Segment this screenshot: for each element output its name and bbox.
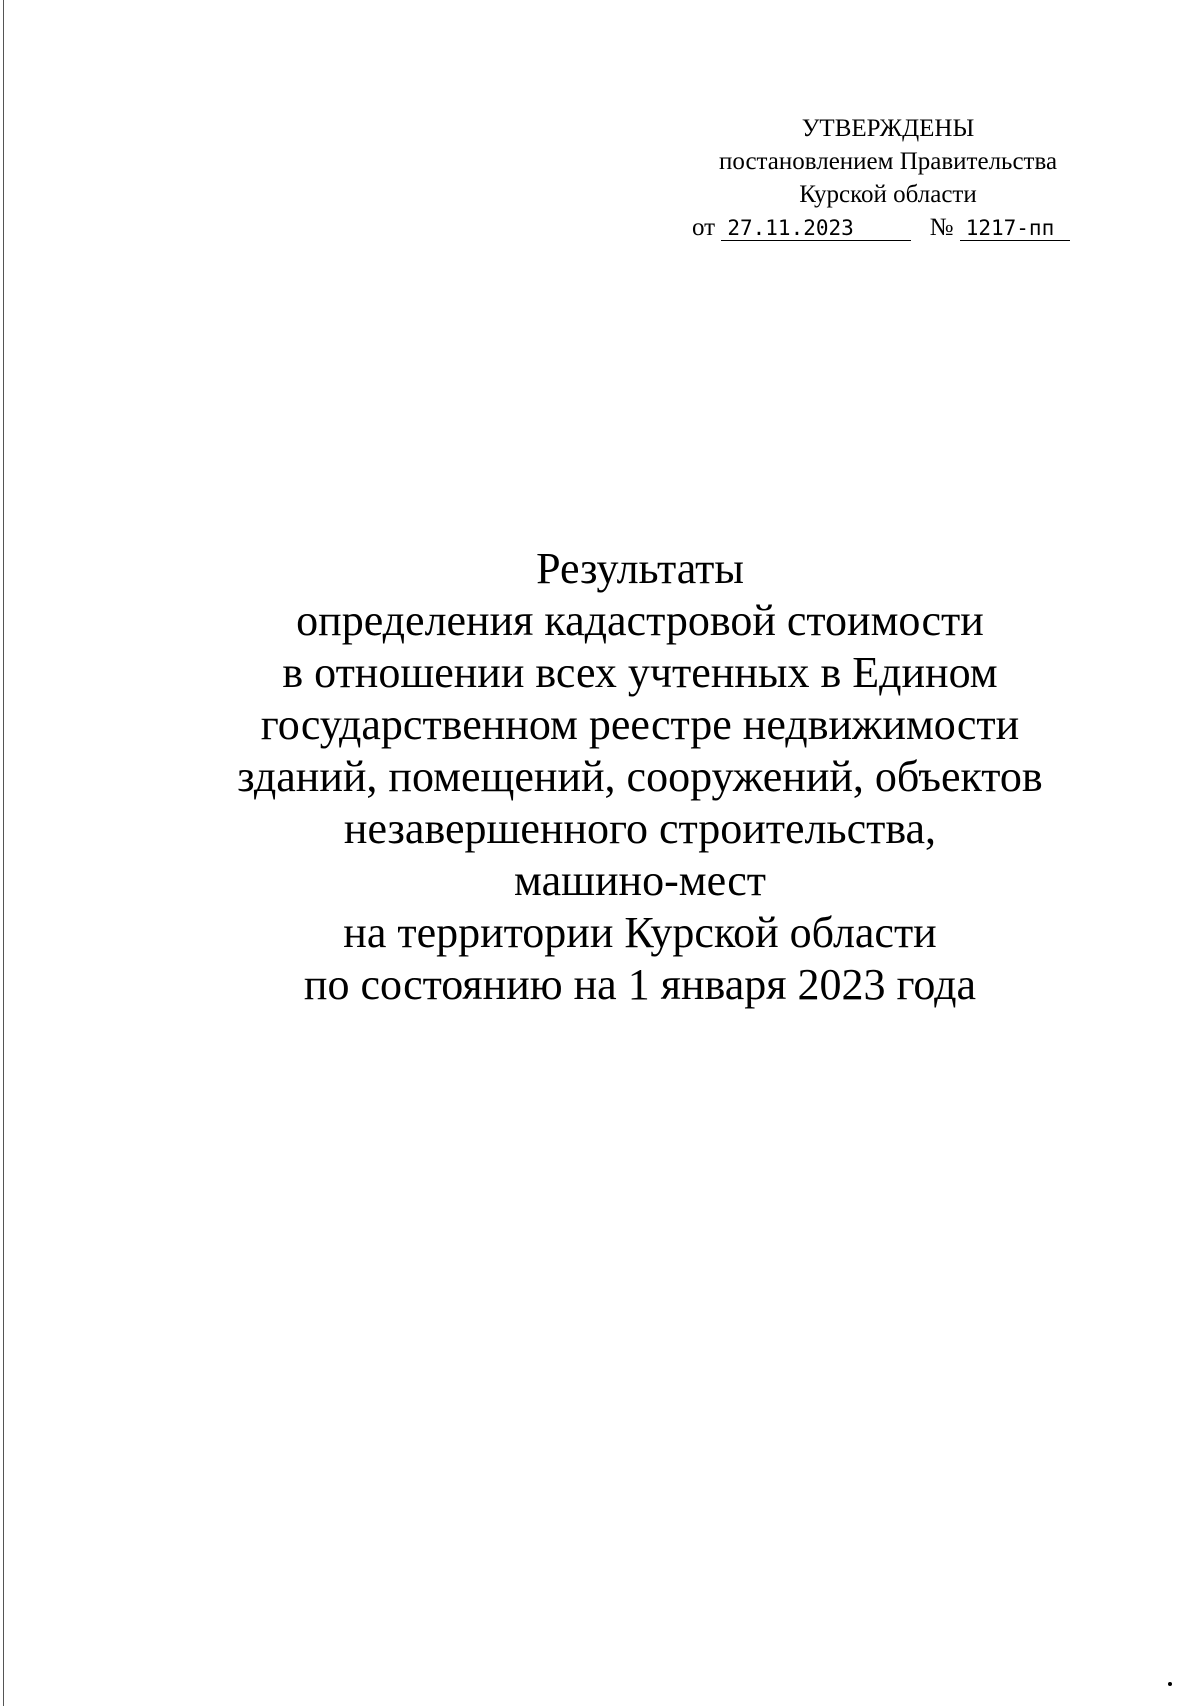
order-date-number [692,211,1108,244]
title-line: машино-мест [514,856,766,905]
title-line: зданий, помещений, сооружений, объектов [237,752,1043,801]
scan-edge [3,0,4,1706]
approval-authority: постановлением Правительства [718,148,1058,175]
title-line: по состоянию на 1 января 2023 года [303,960,977,1009]
number-prefix: № [929,214,954,241]
title-line: незавершенного строительства, [343,804,937,853]
date-prefix: от [692,214,716,241]
approval-stamp [668,112,1108,244]
approval-heading: УТВЕРЖДЕНЫ [801,115,975,142]
title-line: государственном реестре недвижимости [260,700,1020,749]
scan-speck [1168,1682,1172,1686]
title-line: Результаты [536,544,744,593]
title-line: определения кадастровой стоимости [296,596,984,645]
document-title [100,543,1180,1011]
title-line: на территории Курской области [343,908,937,957]
order-number: 1217-пп [960,216,1070,241]
approval-region: Курской области [799,181,977,208]
title-line: в отношении всех учтенных в Едином [282,648,998,697]
order-date: 27.11.2023 [721,216,911,241]
